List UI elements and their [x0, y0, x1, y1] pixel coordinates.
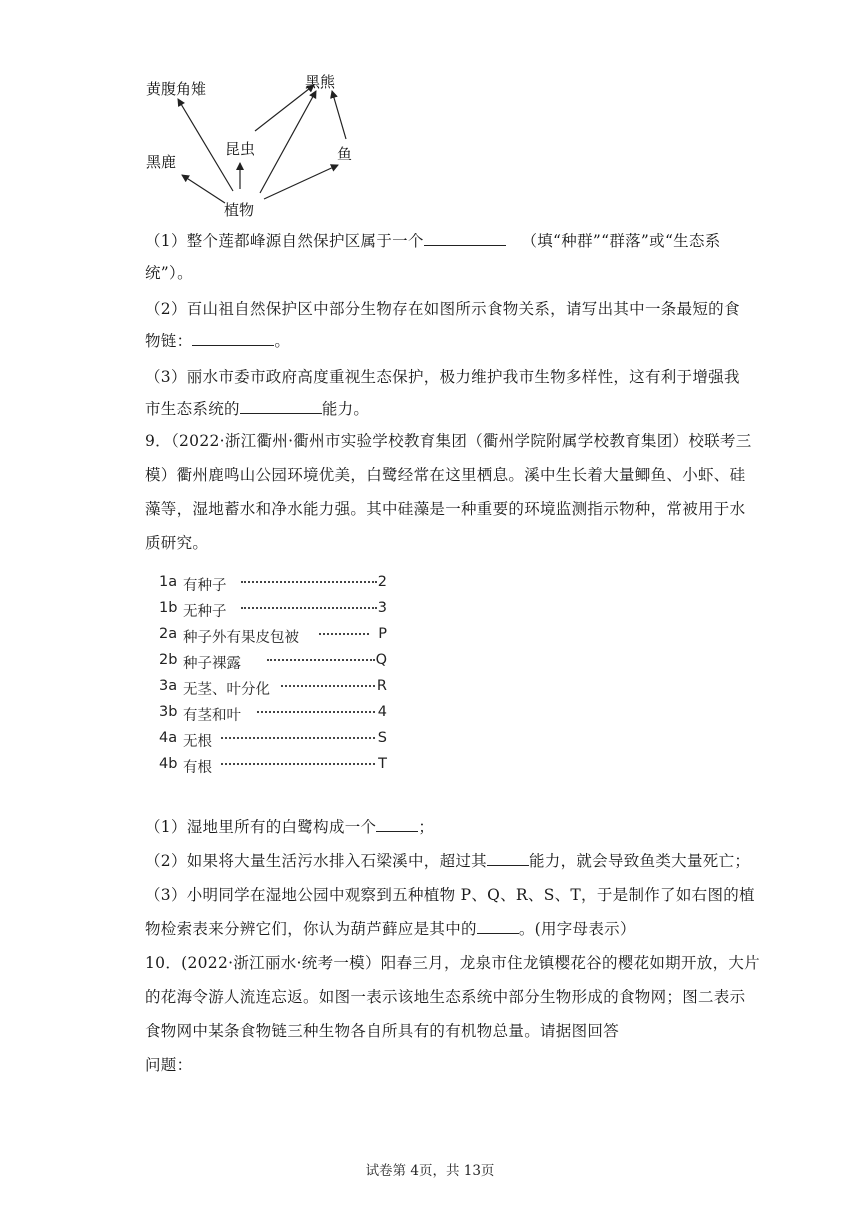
- q10-stem-line4: 问题：: [145, 1056, 193, 1074]
- node-deer: 黑鹿: [146, 153, 177, 171]
- q8-sub1-line2: 统”）。: [145, 264, 193, 282]
- key-row: 1b 无种子 3: [159, 600, 387, 620]
- q9-stem-line4: 质研究。: [145, 534, 209, 552]
- arrow-plant-to-bear: [260, 91, 316, 193]
- q9-stem-line1: 9．（2022·浙江衢州·衢州市实验学校教育集团（衢州学院附属学校教育集团）校联考三: [145, 432, 752, 450]
- key-row: 2b 种子裸露 Q: [159, 652, 387, 672]
- node-hornbill: 黄腹角雉: [146, 80, 207, 98]
- answer-blank[interactable]: [240, 397, 322, 414]
- q10-stem-line3: 食物网中某条食物链三种生物各自所具有的有机物总量。请据图回答: [145, 1022, 620, 1040]
- answer-blank[interactable]: [376, 815, 418, 832]
- node-fish: 鱼: [337, 145, 353, 163]
- arrow-fish-to-bear: [332, 91, 346, 139]
- key-row: 4b 有根 T: [159, 756, 387, 776]
- answer-blank[interactable]: [424, 229, 506, 246]
- key-row: 4a 无根 S: [159, 730, 387, 750]
- arrow-plant-to-deer: [182, 175, 225, 203]
- q9-sub3-line2: 物检索表来分辨它们，你认为葫芦藓应是其中的 。(用字母表示）: [145, 914, 715, 944]
- q10-stem-line2: 的花海令游人流连忘返。如图一表示该地生态系统中部分生物形成的食物网；图二表示: [145, 988, 746, 1006]
- q8-sub2-line1: （2）百山祖自然保护区中部分生物存在如图所示食物关系，请写出其中一条最短的食: [145, 300, 740, 318]
- answer-blank[interactable]: [192, 329, 274, 346]
- q9-sub2: （2）如果将大量生活污水排入石梁溪中，超过其 能力，就会导致鱼类大量死亡；: [145, 846, 715, 876]
- q9-sub3-line1: （3）小明同学在湿地公园中观察到五种植物 P、Q、R、S、T，于是制作了如右图的植: [145, 886, 755, 904]
- q8-sub2-line2: 物链： 。: [145, 326, 715, 356]
- key-row: 3a 无茎、叶分化 R: [159, 678, 387, 698]
- node-plant: 植物: [224, 201, 255, 219]
- q8-sub1-line1: （1）整个莲都峰源自然保护区属于一个 （填“种群”“群落”或“生态系: [145, 226, 715, 256]
- q9-stem-line3: 藻等，湿地蓄水和净水能力强。其中硅藻是一种重要的环境监测指示物种，常被用于水: [145, 500, 746, 518]
- q10-stem-line1: 10．(2022·浙江丽水·统考一模）阳春三月，龙泉市住龙镇樱花谷的樱花如期开放，大片: [145, 954, 760, 972]
- node-bear: 黑熊: [305, 73, 336, 91]
- key-row: 3b 有茎和叶 4: [159, 704, 387, 724]
- answer-blank[interactable]: [487, 849, 529, 866]
- q8-sub3-line2: 市生态系统的 能力。: [145, 394, 715, 424]
- key-row: 2a 种子外有果皮包被 P: [159, 626, 387, 646]
- answer-blank[interactable]: [477, 917, 519, 934]
- q9-stem-line2: 模）衢州鹿鸣山公园环境优美，白鹭经常在这里栖息。溪中生长着大量鲫鱼、小虾、硅: [145, 466, 746, 484]
- q8-sub3-line1: （3）丽水市委市政府高度重视生态保护，极力维护我市生物多样性，这有利于增强我: [145, 368, 740, 386]
- arrow-plant-to-fish: [264, 165, 338, 199]
- page-footer: 试卷第 4页，共 13页: [365, 1163, 495, 1179]
- key-row: 1a 有种子 2: [159, 574, 387, 594]
- q9-sub1: （1）湿地里所有的白鹭构成一个 ；: [145, 812, 715, 842]
- plant-dichotomous-key: [155, 568, 395, 790]
- node-insect: 昆虫: [225, 140, 256, 158]
